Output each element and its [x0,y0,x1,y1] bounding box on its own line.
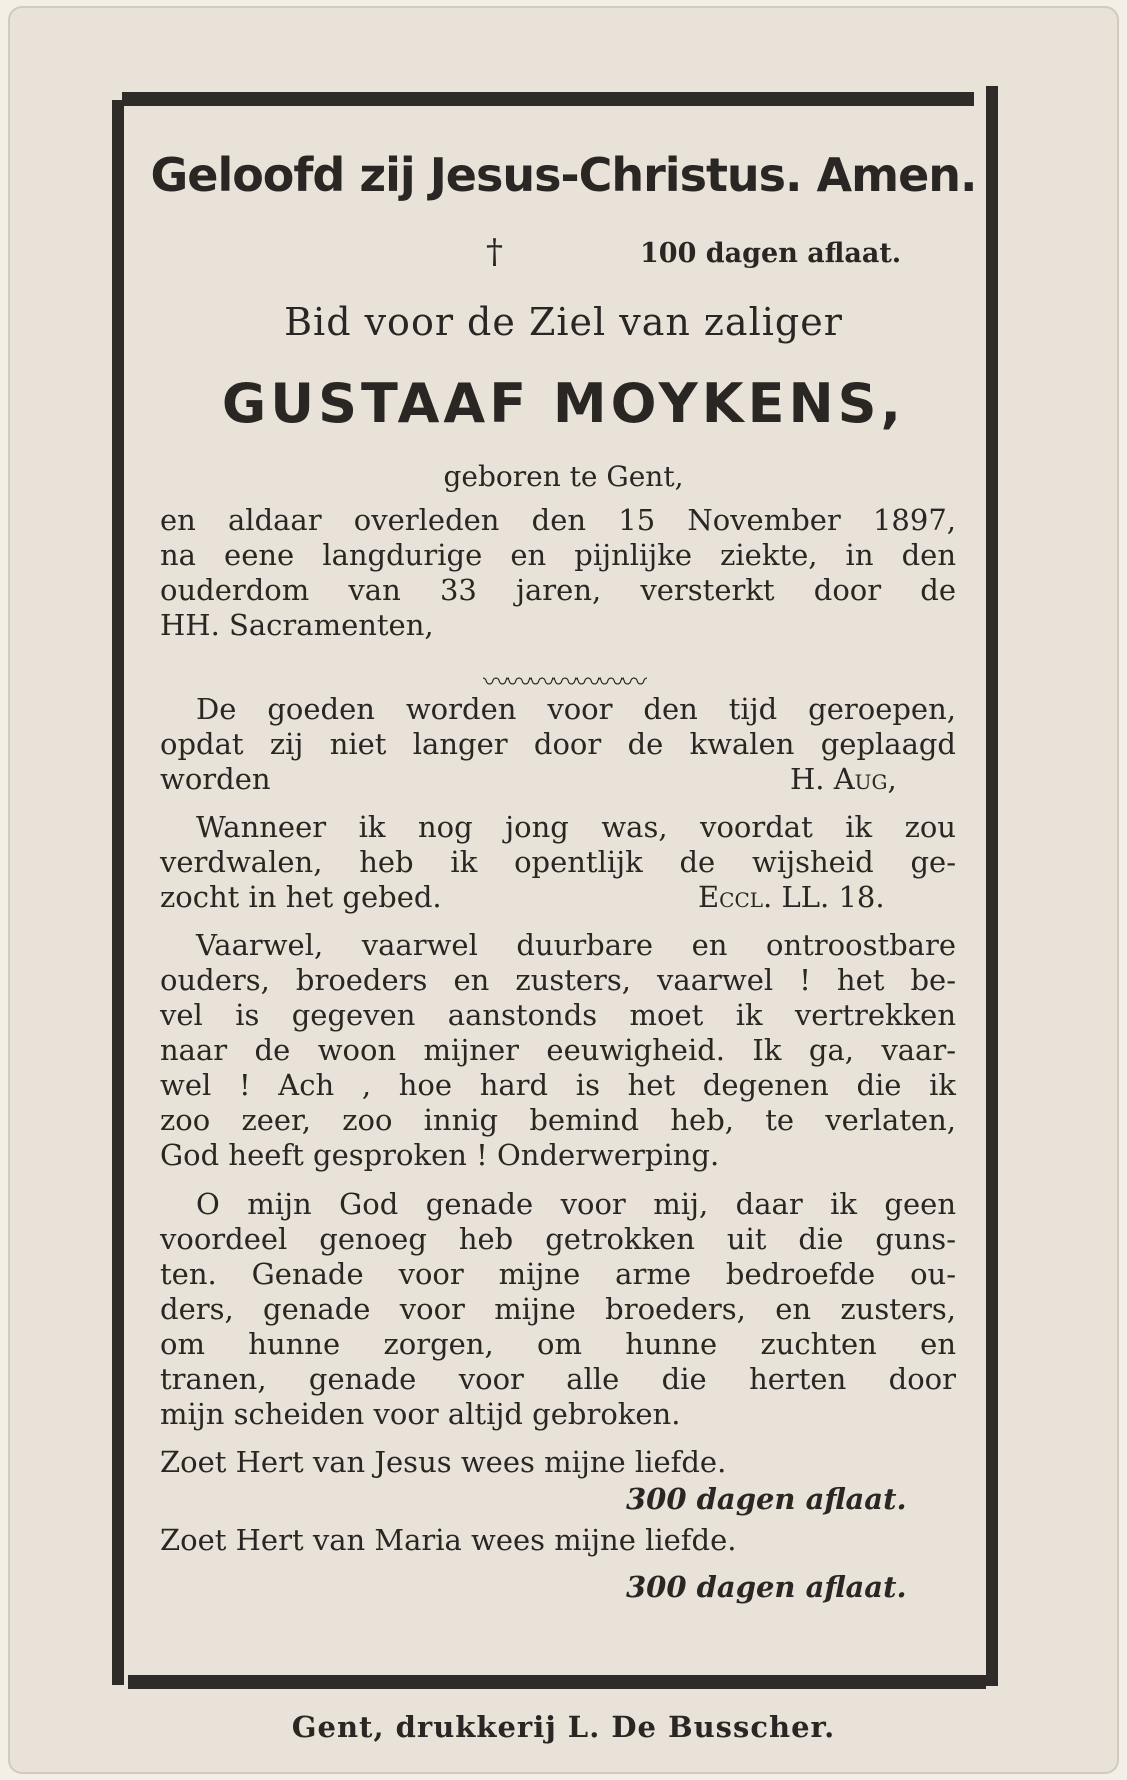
quote2-line: zocht in het gebed. [160,880,442,914]
death-line: en aldaar overleden den 15 November 1897, [160,503,956,537]
quote1-line: opdat zij niet langer door de kwalen geplaagd [160,727,956,761]
prayer-line: om hunne zorgen, om hunne zuchten en [160,1327,956,1361]
invocation-jesus: Zoet Hert van Jesus wees mijne liefde. [160,1445,727,1479]
quote1-line: worden [160,762,271,796]
quote2-line: Wanneer ik nog jong was, voordat ik zou [196,810,956,844]
indulgence-maria: 300 dagen aflaat. [626,1570,907,1604]
quote2-line: verdwalen, heb ik opentlijk de wijsheid ge- [160,845,956,879]
quote1-line: De goeden worden voor den tijd geroepen, [196,692,956,726]
death-line: HH. Sacramenten, [160,608,434,642]
border-rule-bottom [128,1675,986,1689]
invocation-maria: Zoet Hert van Maria wees mijne liefde. [160,1523,737,1557]
border-rule-top [122,92,974,106]
card-heading: Geloofd zij Jesus-Christus. Amen. [150,148,977,202]
farewell-line: zoo zeer, zoo innig bemind heb, te verlaten, [160,1103,956,1137]
printer-imprint: Gent, drukkerij L. De Busscher. [291,1710,836,1744]
farewell-line: vel is gegeven aanstonds moet ik vertrekken [160,998,956,1032]
death-line: ouderdom van 33 jaren, versterkt door de [160,573,956,607]
bid-line: Bid voor de Ziel van zaliger [284,300,843,344]
prayer-line: tranen, genade voor alle die herten door [160,1362,956,1396]
prayer-line: ten. Genade voor mijne arme bedroefde ou- [160,1257,956,1291]
quote2-reference: Eccl. LL. 18. [698,880,885,914]
farewell-line: wel ! Ach , hoe hard is het degenen die ik [160,1068,956,1102]
birth-line: geboren te Gent, [443,460,684,493]
farewell-line: ouders, broeders en zusters, vaarwel ! het be- [160,963,956,997]
prayer-line: O mijn God genade voor mij, daar ik geen [196,1187,956,1221]
cross-icon: † [486,232,503,272]
prayer-line: ders, genade voor mijne broeders, en zusters, [160,1292,956,1326]
indulgence-jesus: 300 dagen aflaat. [626,1482,907,1516]
farewell-line: God heeft gesproken ! Onderwerping. [160,1138,720,1172]
deceased-name: GUSTAAF MOYKENS, [221,372,906,435]
farewell-line: naar de woon mijner eeuwigheid. Ik ga, vaar- [160,1033,956,1067]
wavy-divider: 〰〰〰〰〰〰〰 [482,668,644,698]
prayer-line: voordeel genoeg heb getrokken uit die guns- [160,1222,956,1256]
quote1-reference: H. Aug, [790,762,897,796]
indulgence-top: 100 dagen aflaat. [640,238,902,269]
farewell-line: Vaarwel, vaarwel duurbare en ontroostbare [196,928,956,962]
prayer-line: mijn scheiden voor altijd gebroken. [160,1397,681,1431]
death-line: na eene langdurige en pijnlijke ziekte, in den [160,538,956,572]
